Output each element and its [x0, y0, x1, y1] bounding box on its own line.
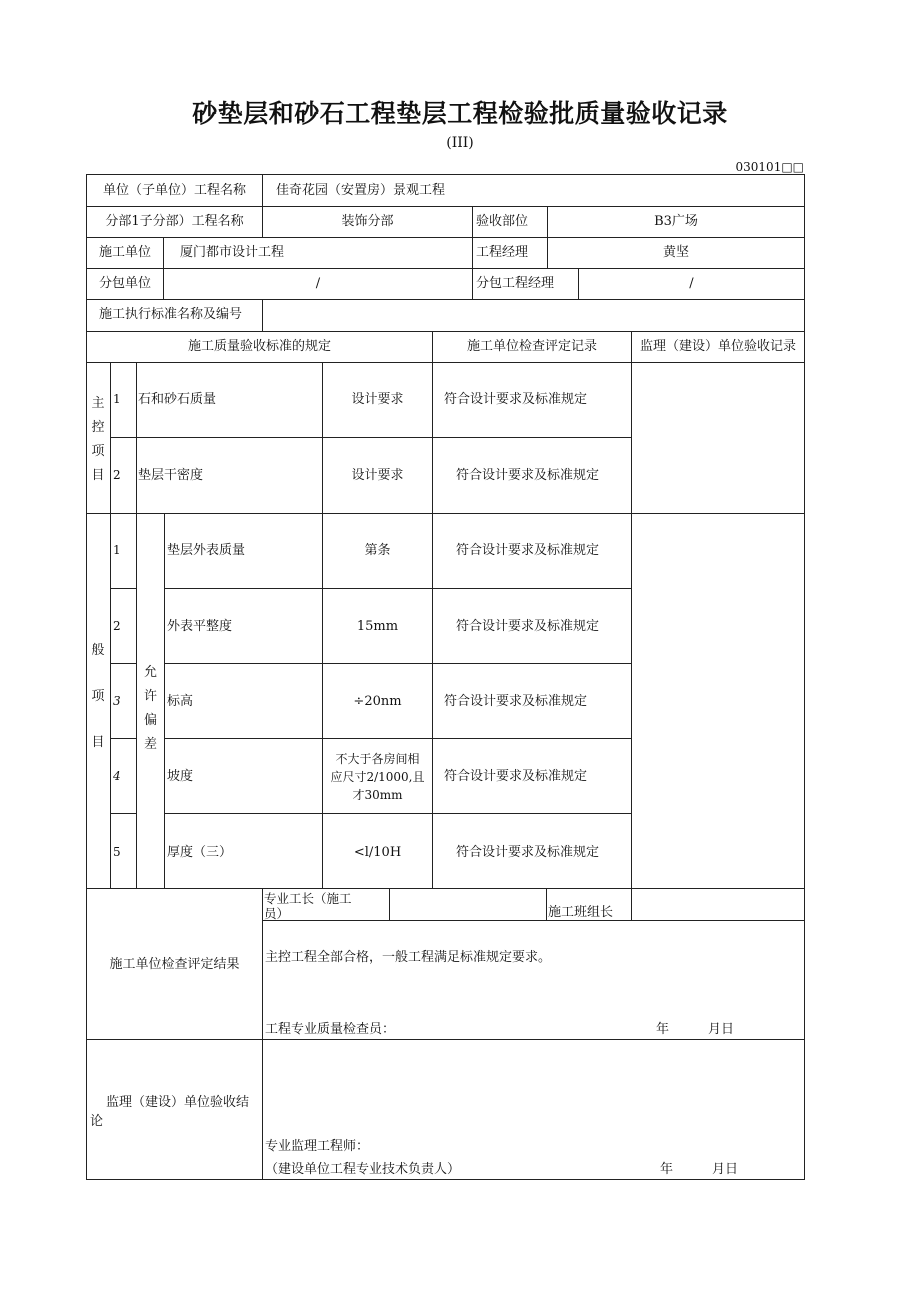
unit-name-value: 佳奇花园（安置房）景观工程	[276, 183, 446, 198]
main-item-name: 石和砂石质量	[138, 392, 217, 407]
main-item-no: 2	[113, 468, 121, 482]
page-subtitle: (III)	[446, 135, 474, 151]
main-item-standard: 设计要求	[351, 468, 404, 483]
check-record-header: 施工单位检查评定记录	[466, 339, 597, 354]
supervision-label: 监理（建设）单位验收结 论	[90, 1095, 250, 1129]
tolerance-label: 允 许 偏 差	[143, 665, 157, 752]
construction-unit-value: 厦门都市设计工程	[180, 245, 285, 260]
form-code: 030101□□	[735, 160, 804, 174]
inspector-label: 工程专业质量检查员：	[265, 1022, 396, 1037]
foreman-label: 专业工长（施工 员）	[264, 891, 352, 921]
general-item-record: 符合设计要求及标准规定	[456, 543, 600, 558]
general-item-name: 标高	[167, 694, 194, 709]
construction-unit-label: 施工单位	[98, 245, 151, 260]
result-label: 施工单位检查评定结果	[109, 957, 240, 972]
acceptance-part-label: 验收部位	[476, 214, 529, 229]
subcontractor-label: 分包单位	[98, 276, 151, 291]
division-name-label: 分部1子分部）工程名称	[105, 214, 244, 229]
page-title: 砂垫层和砂石工程垫层工程检验批质量验收记录	[192, 99, 728, 128]
general-item-standard: 不大于各房间相 应尺寸2/1000,且 才30mm	[330, 752, 425, 802]
general-item-name: 坡度	[167, 769, 194, 784]
project-manager-value: 黄坚	[662, 245, 689, 260]
general-item-no: 2	[113, 619, 121, 633]
general-item-no: 4	[113, 769, 121, 783]
general-item-standard: <l/10H	[353, 845, 402, 860]
supervision-month-day: 月日	[712, 1162, 739, 1177]
unit-name-label: 单位（子单位）工程名称	[102, 183, 246, 198]
general-item-name: 垫层外表质量	[167, 543, 246, 558]
result-year: 年	[656, 1022, 670, 1037]
general-item-standard: ÷20nm	[353, 694, 402, 709]
project-manager-label: 工程经理	[476, 245, 529, 260]
general-item-standard: 第条	[364, 543, 391, 558]
acceptance-part-value: B3广场	[654, 214, 698, 229]
subcontractor-value: /	[315, 276, 321, 291]
owner-technical-label: （建设单位工程专业技术负责人）	[265, 1162, 461, 1177]
spec-header: 施工质量验收标准的规定	[187, 339, 331, 354]
main-item-standard: 设计要求	[351, 392, 404, 407]
general-item-name: 厚度（三）	[167, 845, 233, 860]
general-item-no: 1	[113, 543, 121, 557]
sub-manager-value: /	[689, 276, 694, 291]
supervision-record-header: 监理（建设）单位验收记录	[639, 339, 796, 354]
general-item-record: 符合设计要求及标准规定	[444, 769, 588, 784]
general-item-record: 符合设计要求及标准规定	[456, 619, 600, 634]
main-item-no: 1	[113, 392, 121, 406]
general-item-no: 5	[113, 845, 121, 859]
general-item-no: 3	[113, 694, 121, 708]
sub-manager-label: 分包工程经理	[476, 276, 555, 291]
supervision-engineer-label: 专业监理工程师：	[265, 1139, 370, 1154]
supervision-year: 年	[660, 1162, 674, 1177]
division-name-value: 装饰分部	[341, 214, 394, 229]
team-leader-label: 施工班组长	[548, 905, 614, 920]
general-item-name: 外表平整度	[167, 619, 233, 634]
main-item-record: 符合设计要求及标准规定	[444, 392, 588, 407]
result-month-day: 月日	[708, 1022, 735, 1037]
general-items-label: 般 项 目	[91, 643, 105, 750]
main-control-label: 主 控 项 目	[91, 396, 105, 483]
general-item-standard: 15mm	[356, 619, 399, 634]
main-item-record: 符合设计要求及标准规定	[456, 468, 600, 483]
result-conclusion: 主控工程全部合格，一般工程满足标准规定要求。	[265, 950, 552, 965]
general-item-record: 符合设计要求及标准规定	[456, 845, 600, 860]
main-item-name: 垫层干密度	[138, 468, 204, 483]
standard-label: 施工执行标准名称及编号	[99, 307, 243, 322]
general-item-record: 符合设计要求及标准规定	[444, 694, 588, 709]
